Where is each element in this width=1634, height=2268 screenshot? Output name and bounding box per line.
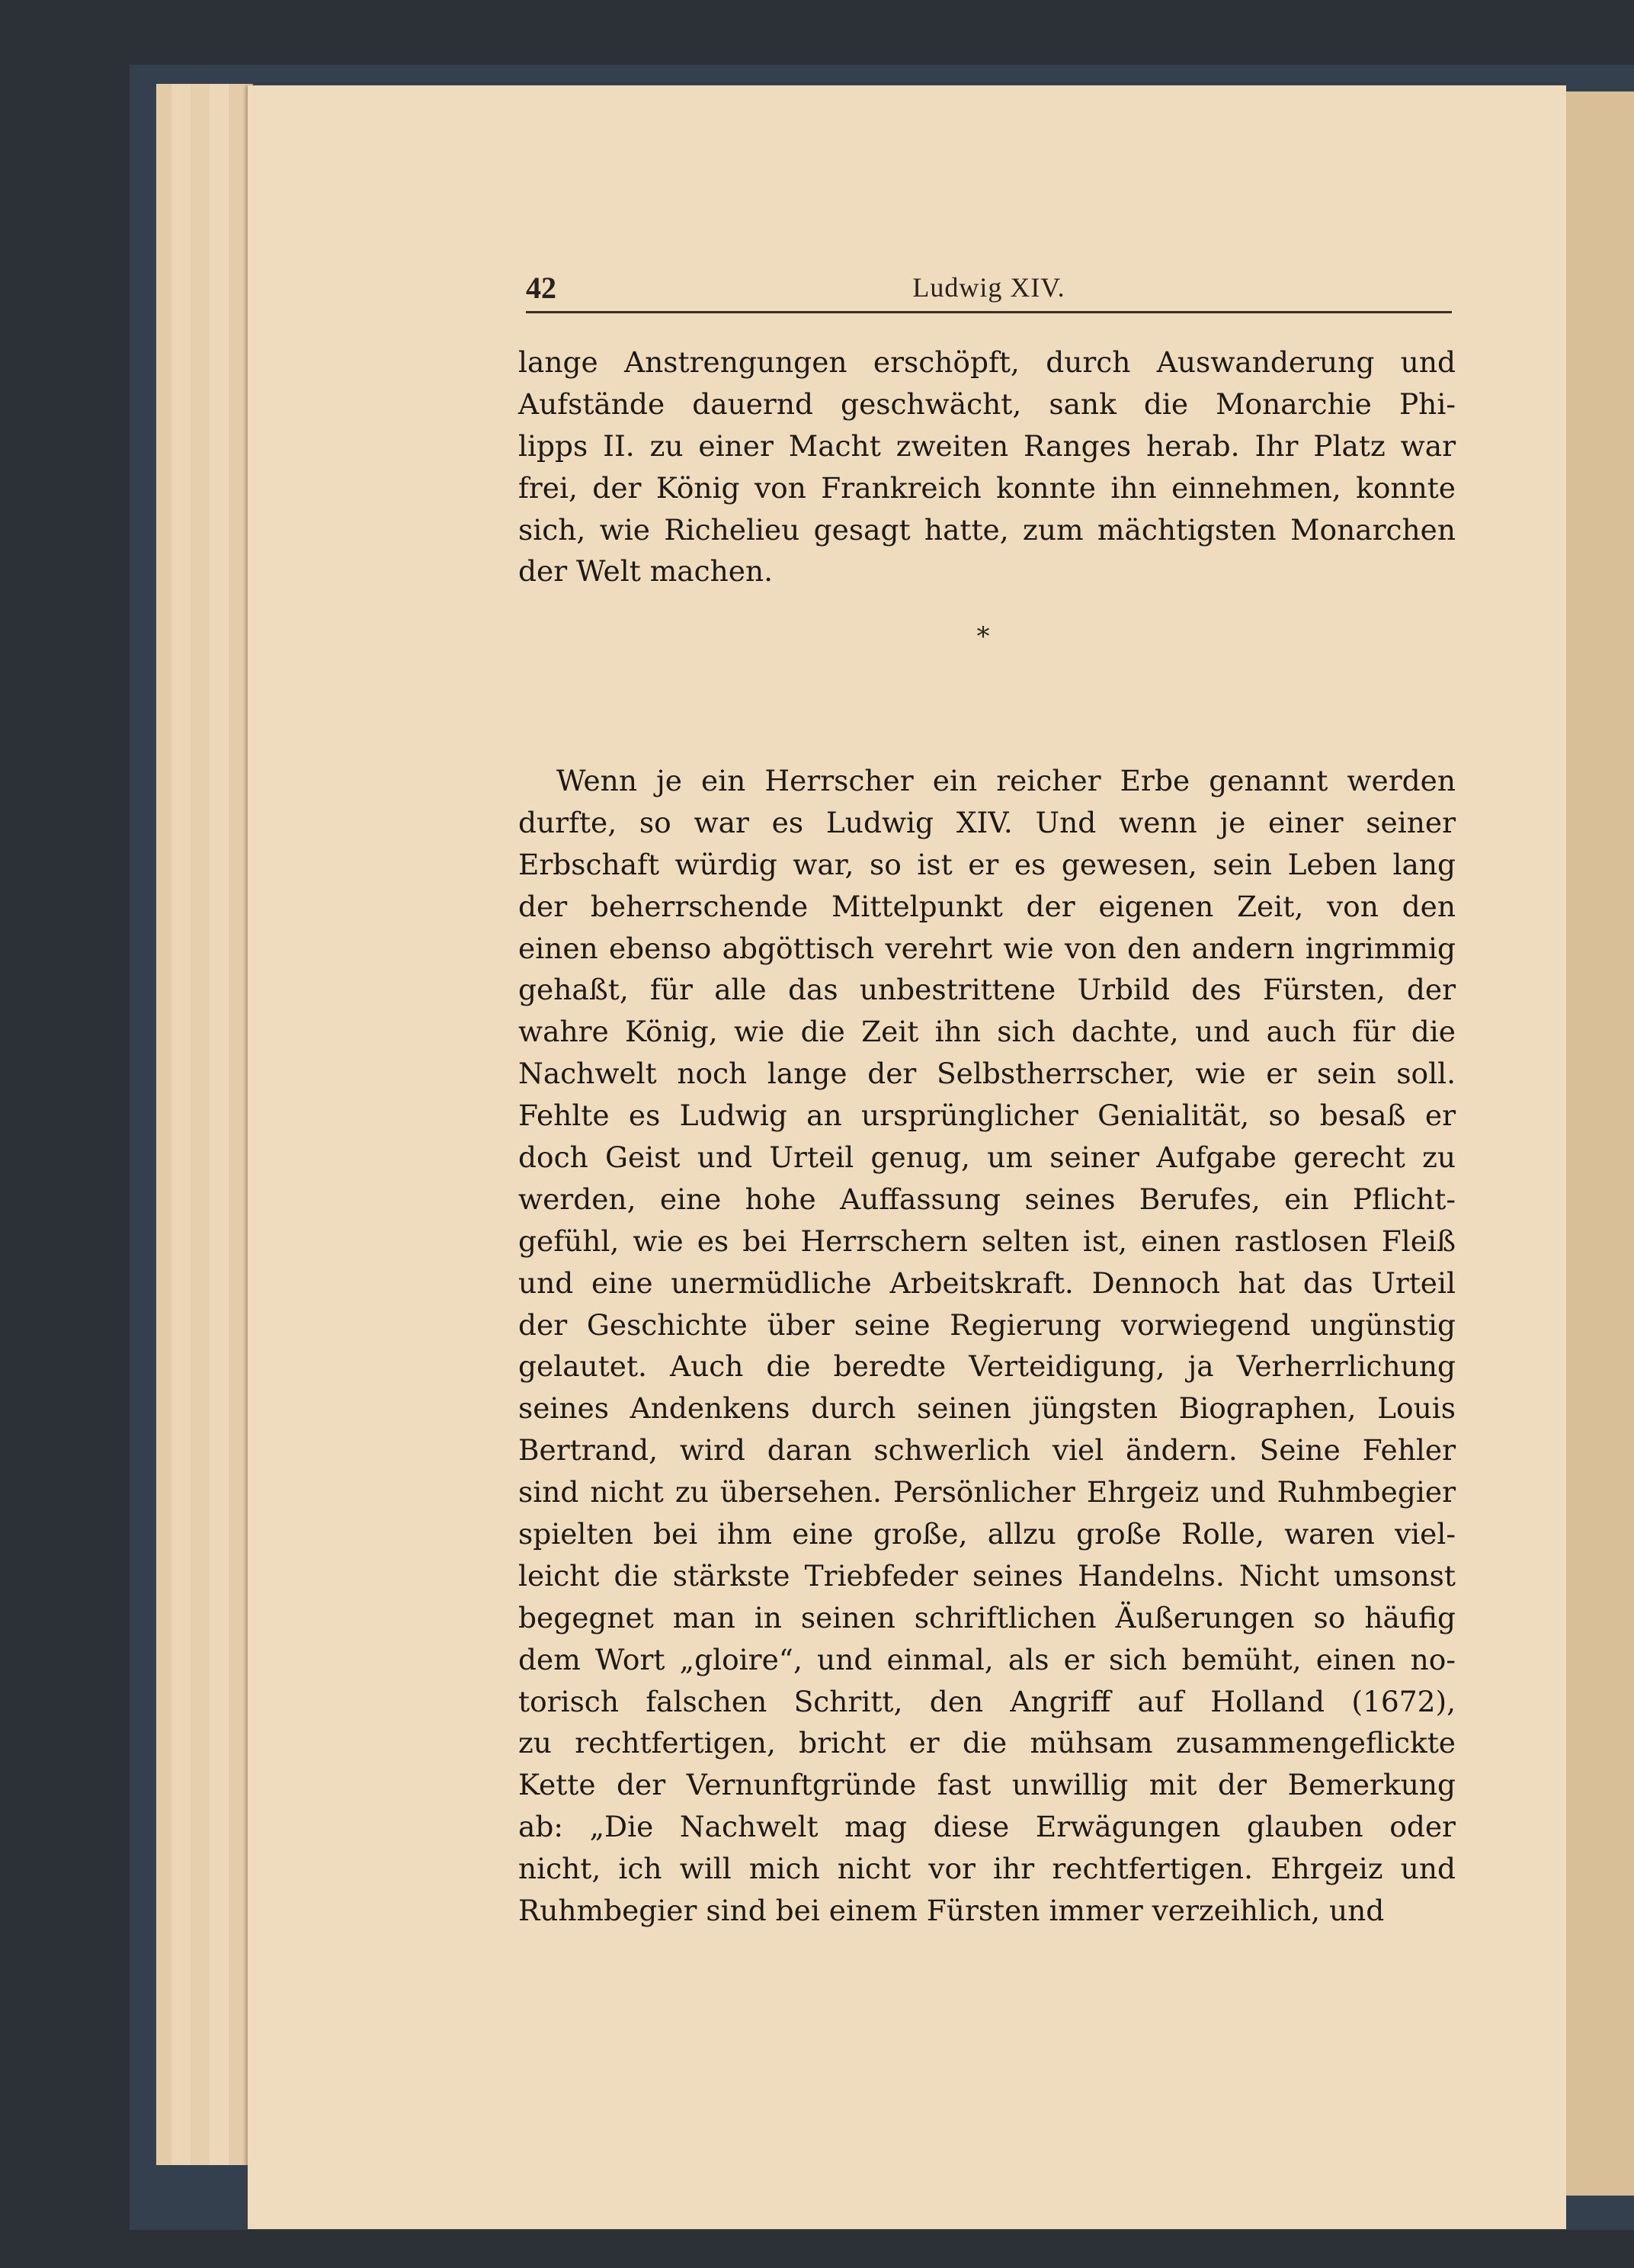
text-line: leicht die stärkste Triebfeder seines Handelns. Nicht umsonst	[518, 1558, 1456, 1593]
text-line: sind nicht zu übersehen. Persönlicher Ehrgeiz und Ruhmbegier	[518, 1475, 1456, 1509]
text-line: frei, der König von Frankreich konnte ihn einnehmen, konnte	[518, 470, 1456, 505]
text-line: wahre König, wie die Zeit ihn sich dachte, und auch für die	[518, 1015, 1456, 1049]
text-line: gehaßt, für alle das unbestrittene Urbild des Fürsten, der	[518, 973, 1456, 1007]
text-line: und eine unermüdliche Arbeitskraft. Dennoch hat das Urteil	[518, 1266, 1456, 1300]
text-line: Kette der Vernunftgründe fast unwillig mit der Bemerkung	[518, 1768, 1456, 1802]
text-line: seines Andenkens durch seinen jüngsten Biographen, Louis	[518, 1391, 1456, 1426]
text-line: werden, eine hohe Auffassung seines Berufes, ein Pflicht-	[518, 1182, 1456, 1216]
section-separator: *	[976, 621, 990, 652]
text-line: der Welt machen.	[518, 554, 774, 589]
text-line: nicht, ich will mich nicht vor ihr rechtfertigen. Ehrgeiz und	[518, 1852, 1456, 1886]
body-text	[518, 342, 1456, 1932]
text-line: Fehlte es Ludwig an ursprünglicher Genialität, so besaß er	[518, 1099, 1456, 1133]
running-head: Ludwig XIV.	[912, 272, 1065, 303]
text-line: ab: „Die Nachwelt mag diese Erwägungen glauben oder	[518, 1810, 1456, 1844]
page-header	[526, 265, 1452, 313]
text-line: Bertrand, wird daran schwerlich viel ändern. Seine Fehler	[518, 1433, 1456, 1468]
page-number: 42	[526, 271, 556, 305]
section-gap	[518, 592, 1456, 760]
text-line: gefühl, wie es bei Herrschern selten ist, einen rastlosen Fleiß	[518, 1224, 1456, 1258]
text-line: der Geschichte über seine Regierung vorwiegend ungünstig	[518, 1307, 1456, 1342]
text-line: durfte, so war es Ludwig XIV. Und wenn je einer seiner	[518, 805, 1456, 839]
text-line: Erbschaft würdig war, so ist er es gewesen, sein Leben lang	[518, 847, 1456, 881]
text-line: Ruhmbegier sind bei einem Fürsten immer verzeihlich, und	[518, 1893, 1385, 1927]
text-line: lipps II. zu einer Macht zweiten Ranges herab. Ihr Platz war	[518, 428, 1456, 463]
text-line: dem Wort „gloire“, und einmal, als er sich bemüht, einen no-	[518, 1642, 1456, 1676]
paragraph	[518, 342, 1456, 592]
text-line: lange Anstrengungen erschöpft, durch Auswanderung und	[518, 345, 1456, 379]
text-line: Wenn je ein Herrscher ein reicher Erbe genannt werden	[556, 763, 1456, 797]
text-line: einen ebenso abgöttisch verehrt wie von den andern ingrimmig	[518, 931, 1456, 965]
text-line: torisch falschen Schritt, den Angriff auf Holland (1672),	[518, 1684, 1456, 1718]
text-line: doch Geist und Urteil genug, um seiner Aufgabe gerecht zu	[518, 1140, 1456, 1174]
text-line: spielten bei ihm eine große, allzu große Rolle, waren viel-	[518, 1516, 1456, 1551]
text-line: begegnet man in seinen schriftlichen Äußerungen so häufig	[518, 1600, 1456, 1634]
text-line: zu rechtfertigen, bricht er die mühsam zusammengeflickte	[518, 1726, 1456, 1760]
text-line: Nachwelt noch lange der Selbstherrscher, wie er sein soll.	[518, 1057, 1456, 1091]
text-line: Aufstände dauernd geschwächt, sank die Monarchie Phi-	[518, 387, 1456, 421]
text-line: gelautet. Auch die beredte Verteidigung, ja Verherrlichung	[518, 1349, 1456, 1384]
text-line: der beherrschende Mittelpunkt der eigenen Zeit, von den	[518, 889, 1456, 923]
paragraph	[518, 760, 1456, 1932]
text-line: sich, wie Richelieu gesagt hatte, zum mächtigsten Monarchen	[518, 512, 1456, 547]
page-edges	[156, 84, 255, 2165]
